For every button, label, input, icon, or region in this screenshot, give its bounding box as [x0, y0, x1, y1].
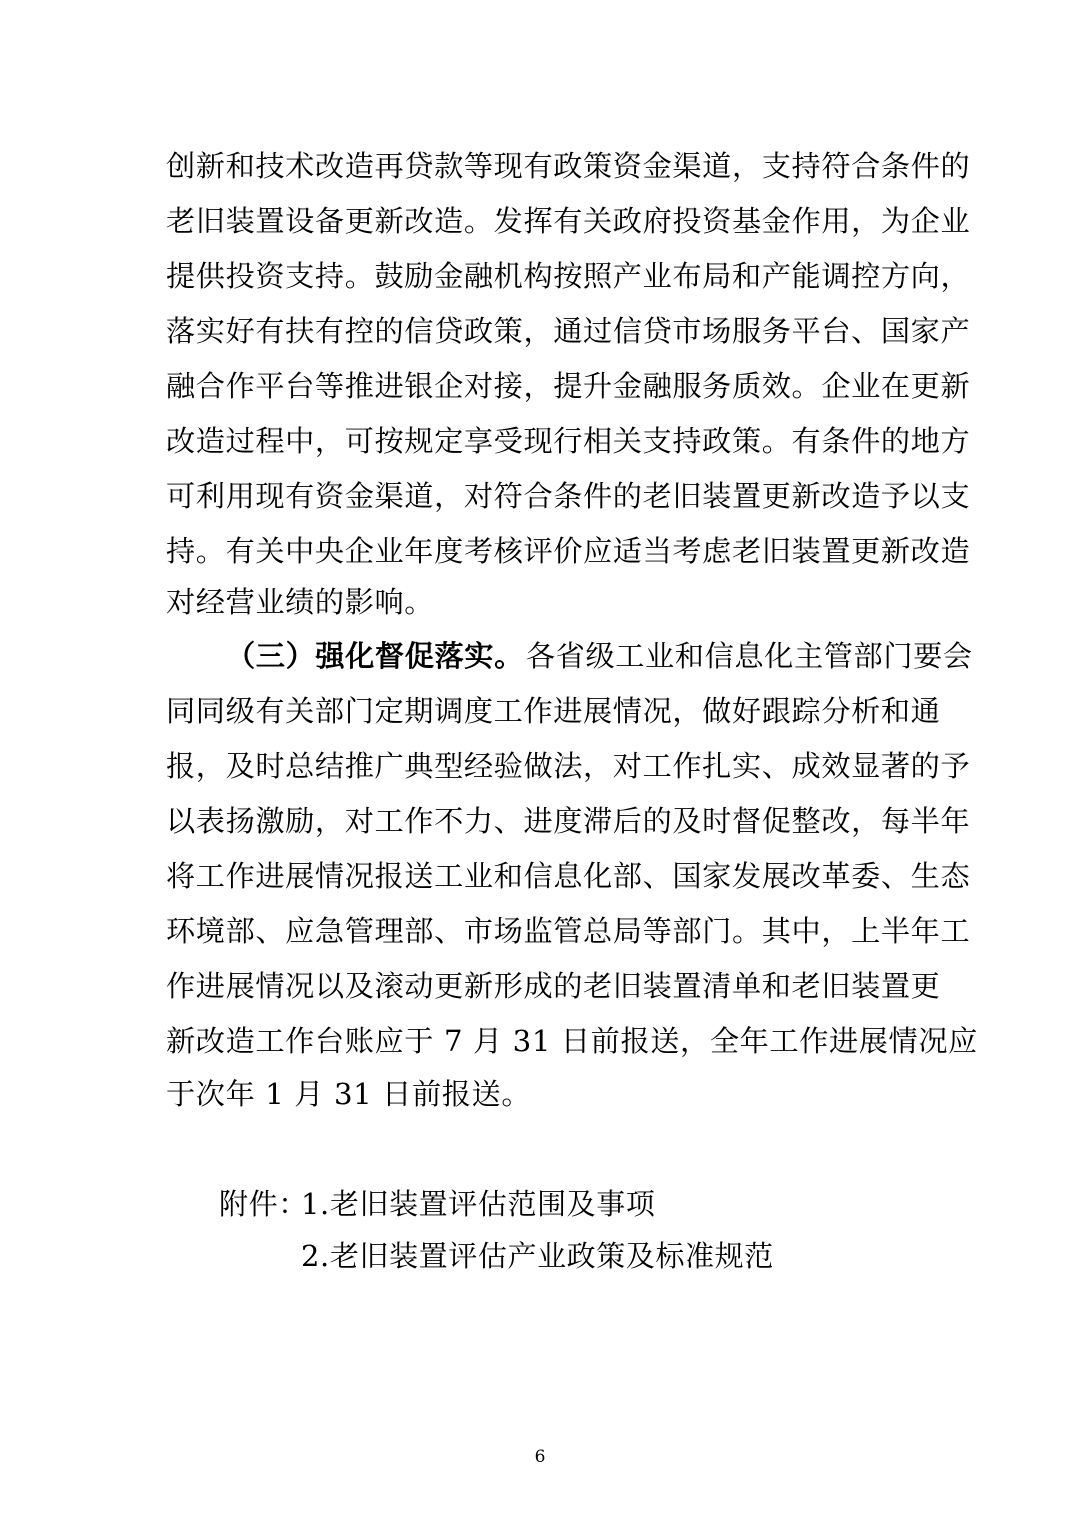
paragraph-1-line-1: 创新和技术改造再贷款等现有政策资金渠道，支持符合条件的	[166, 149, 971, 183]
section-3-first-line	[226, 639, 973, 673]
paragraph-1-line-5: 融合作平台等推进银企对接，提升金融服务质效。企业在更新	[166, 369, 971, 403]
attachment-item-2: 2.老旧装置评估产业政策及标准规范	[301, 1239, 774, 1273]
section-3-line-5: 将工作进展情况报送工业和信息化部、国家发展改革委、生态	[166, 859, 971, 893]
page-number: 6	[534, 1447, 546, 1467]
section-3-line-8: 新改造工作台账应于 7 月 31 日前报送，全年工作进展情况应	[166, 1024, 978, 1058]
paragraph-1-line-7: 可利用现有资金渠道，对符合条件的老旧装置更新改造予以支	[166, 479, 971, 513]
section-3-line-7: 作进展情况以及滚动更新形成的老旧装置清单和老旧装置更	[166, 969, 941, 1003]
attachments-label: 附件：	[219, 1187, 308, 1221]
paragraph-1-line-4: 落实好有扶有控的信贷政策，通过信贷市场服务平台、国家产	[166, 314, 971, 348]
paragraph-1-line-8: 持。有关中央企业年度考核评价应适当考虑老旧装置更新改造	[166, 534, 971, 568]
section-3-line-2: 同同级有关部门定期调度工作进展情况，做好跟踪分析和通	[166, 694, 941, 728]
paragraph-1-line-9: 对经营业绩的影响。	[166, 585, 435, 619]
section-3-line-9: 于次年 1 月 31 日前报送。	[166, 1077, 532, 1111]
section-3-heading: （三）强化督促落实。	[226, 639, 524, 673]
paragraph-1-line-3: 提供投资支持。鼓励金融机构按照产业布局和产能调控方向，	[166, 259, 971, 293]
section-3-line-3: 报，及时总结推广典型经验做法，对工作扎实、成效显著的予	[166, 749, 971, 783]
section-3-first-line-text: 各省级工业和信息化主管部门要会	[525, 639, 973, 673]
paragraph-1-line-6: 改造过程中，可按规定享受现行相关支持政策。有条件的地方	[166, 424, 971, 458]
section-3-line-4: 以表扬激励，对工作不力、进度滞后的及时督促整改，每半年	[166, 804, 971, 838]
section-3-line-6: 环境部、应急管理部、市场监管总局等部门。其中，上半年工	[166, 914, 971, 948]
attachment-item-1: 1.老旧装置评估范围及事项	[301, 1187, 656, 1221]
paragraph-1-line-2: 老旧装置设备更新改造。发挥有关政府投资基金作用，为企业	[166, 204, 971, 238]
